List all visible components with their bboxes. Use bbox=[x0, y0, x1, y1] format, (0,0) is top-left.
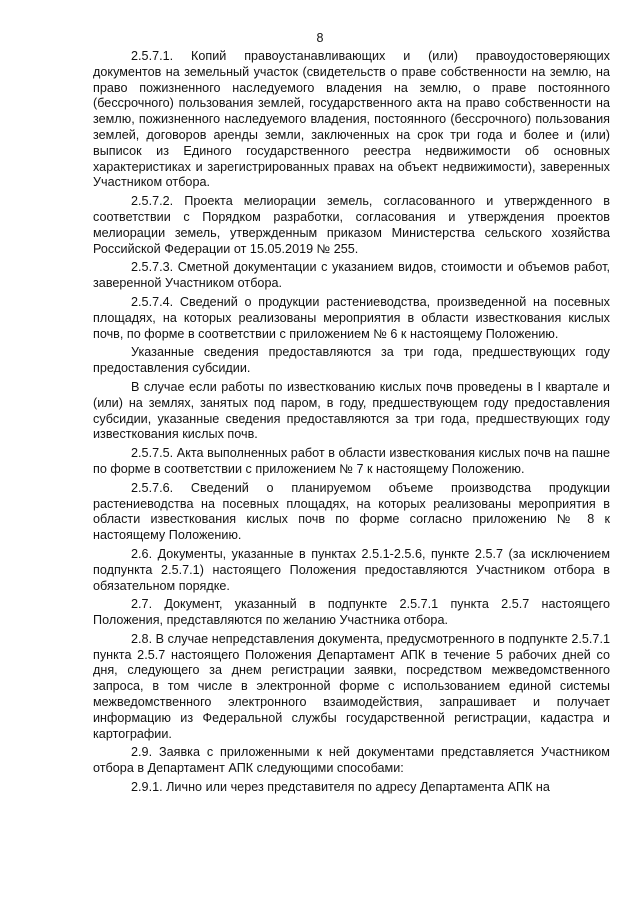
paragraph-2-5-7-5: 2.5.7.5. Акта выполненных работ в области известкования кислых почв на пашне по форме в соответствии с приложением № 7 к настоящему Положению. bbox=[93, 446, 610, 476]
paragraph-2-5-7-4: 2.5.7.4. Сведений о продукции растениеводства, произведенной на посевных площадях, на которых реализованы мероприятия в области известкования кислых почв, по форме в соответствии с приложением № 6 к настоящему Положению. bbox=[93, 294, 610, 341]
paragraph-2-8: 2.8. В случае непредставления документа, предусмотренного в подпункте 2.5.7.1 пункта 2.5.7 настоящего Положения Департамент АПК в течение 5 рабочих дней со дня, следующего за днем регистрации заявки, посредством межведомственного запроса, в том числе в электронной форме с использованием единой системы межведомственного электронного взаимодействия, запрашивает и получает информацию из Федеральной службы государственной регистрации, кадастра и картографии. bbox=[93, 631, 610, 741]
paragraph-2-7: 2.7. Документ, указанный в подпункте 2.5.7.1 пункта 2.5.7 настоящего Положения, представляются по желанию Участника отбора. bbox=[93, 597, 610, 628]
paragraph-2-5-7-6: 2.5.7.6. Сведений о планируемом объеме производства продукции растениеводства на посевных площадях, на которых реализованы мероприятия в области известкования кислых почв по форме согласно приложению № 8 к настоящему Положению. bbox=[93, 480, 610, 543]
paragraph-2-9: 2.9. Заявка с приложенными к ней документами представляется Участником отбора в Департамент АПК следующими способами: bbox=[93, 745, 610, 776]
page-number: 8 bbox=[316, 31, 324, 45]
paragraph-2-9-1: 2.9.1. Лично или через представителя по адресу Департамента АПК на bbox=[131, 780, 550, 795]
paragraph-info-period: Указанные сведения предоставляются за три года, предшествующих году предоставления субсидии. bbox=[93, 345, 610, 376]
paragraph-first-quarter-case: В случае если работы по известкованию кислых почв проведены в I квартале и (или) на землях, занятых под паром, в году, предшествующем году предоставления субсидии, указанные сведения предоставляются за три года, предшествующих году известкования кислых почв. bbox=[93, 379, 610, 442]
paragraph-2-5-7-2: 2.5.7.2. Проекта мелиорации земель, согласованного и утвержденного в соответствии с Порядком разработки, согласования и утверждения проектов мелиорации земель, утвержденным приказом Министерства сельского хозяйства Российской Федерации от 15.05.2019 № 255. bbox=[93, 194, 610, 256]
document-body bbox=[93, 49, 610, 799]
paragraph-2-6: 2.6. Документы, указанные в пунктах 2.5.1-2.5.6, пункте 2.5.7 (за исключением подпункта 2.5.7.1) настоящего Положения предоставляются Участником отбора в обязательном порядке. bbox=[93, 546, 610, 593]
paragraph-2-5-7-1: 2.5.7.1. Копий правоустанавливающих и (или) правоудостоверяющих документов на земельный участок (свидетельств о праве собственности на землю, на право пожизненного наследуемого владения на землю, о праве постоянного (бессрочного) пользования землей, государственного акта на право собственности на землю, пожизненного наследуемого владения, постоянного (бессрочного) пользования землей, договоров аренды земли, заключенных на срок три года и более и (или) выписок из Единого государственного реестра недвижимости об основных характеристиках и зарегистрированных правах на объект недвижимости), заверенных Участником отбора. bbox=[93, 49, 610, 190]
paragraph-2-5-7-3: 2.5.7.3. Сметной документации с указанием видов, стоимости и объемов работ, заверенной Участником отбора. bbox=[93, 260, 610, 291]
